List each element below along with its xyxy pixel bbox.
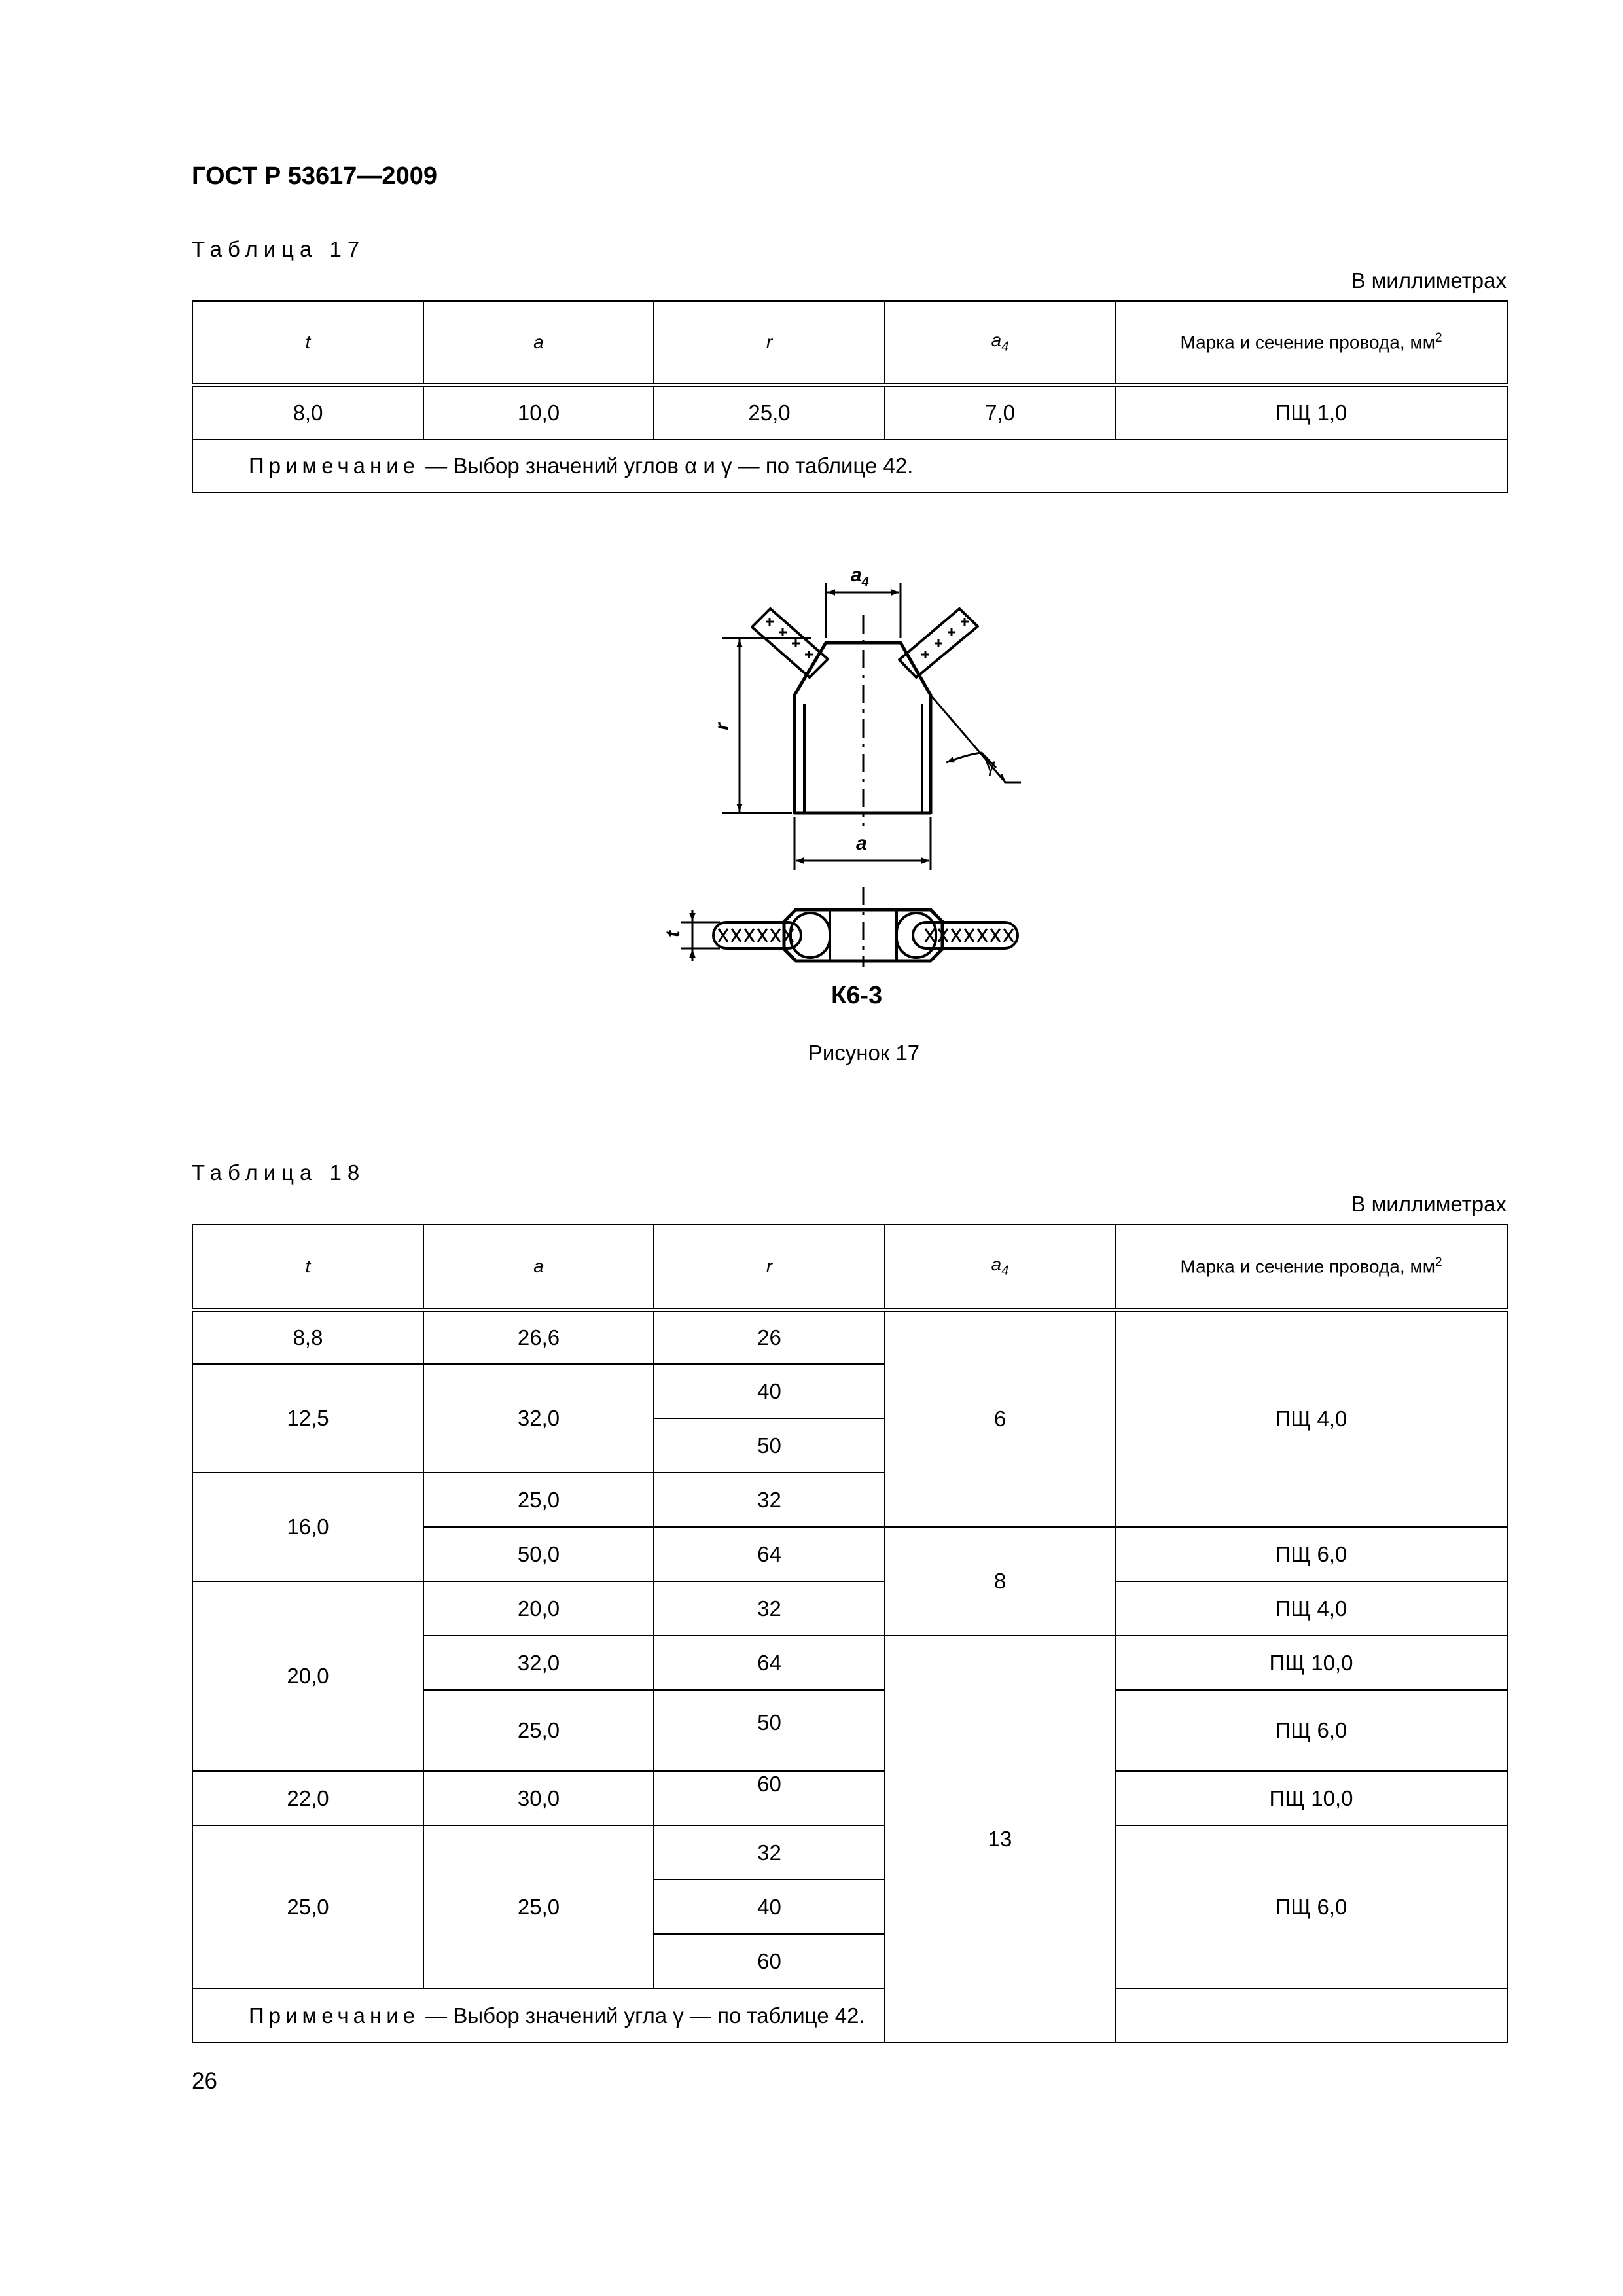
table18-cell: 50 [654, 1418, 885, 1473]
table18-cell: 6 [885, 1310, 1115, 1527]
table18-header-a4: $a_4$ [885, 1225, 1115, 1310]
figure17-label-t: t [662, 931, 684, 937]
table18-cell: 25,0 [423, 1473, 654, 1527]
table-row [192, 1581, 1507, 1636]
table18-cell: 25,0 [192, 1825, 423, 1988]
table18-cell: ПЩ 4,0 [1115, 1310, 1507, 1527]
table17-units: В миллиметрах [1351, 268, 1507, 293]
figure17-label-r: r [711, 723, 733, 730]
document-header: ГОСТ Р 53617—2009 [192, 162, 437, 190]
table17-cell-r: 25,0 [654, 385, 885, 439]
table18-cell: 50,0 [423, 1527, 654, 1581]
table18-header-row [192, 1225, 1507, 1310]
table18-header-a: a [423, 1225, 654, 1310]
table18-cell: 32 [654, 1825, 885, 1880]
table17-cell-t: 8,0 [192, 385, 423, 439]
table18-cell: ПЩ 4,0 [1115, 1581, 1507, 1636]
table18-cell: ПЩ 6,0 [1115, 1825, 1507, 1988]
table18-cell: 25,0 [423, 1825, 654, 1988]
table17-cell-a: 10,0 [423, 385, 654, 439]
table18-note-row [192, 1988, 1507, 2043]
table-row [192, 1825, 1507, 1880]
table18-cell: 26 [654, 1310, 885, 1364]
table17-caption: Таблица 17 [192, 237, 366, 261]
table17-cell-wire: ПЩ 1,0 [1115, 385, 1507, 439]
table18-header-r: r [654, 1225, 885, 1310]
table18-caption: Таблица 18 [192, 1160, 366, 1185]
table18-cell: 60 [654, 1934, 885, 1988]
table17-header-a: a [423, 301, 654, 385]
table17-note: Примечание — Выбор значений углов α и γ — по таблице 42. [192, 439, 1507, 493]
table18-cell: ПЩ 6,0 [1115, 1690, 1507, 1771]
table18 [192, 1224, 1508, 2043]
table18-cell: 20,0 [423, 1581, 654, 1636]
table18-cell: 22,0 [192, 1771, 423, 1825]
table18-cell: 32,0 [423, 1364, 654, 1473]
table18-cell: 50 [654, 1690, 885, 1771]
figure17-label-gamma: γ [986, 755, 995, 776]
table18-header-wire: Марка и сечение провода, $мм^2$ [1115, 1225, 1507, 1310]
table17-header-a4: $a_4$ [885, 301, 1115, 385]
table18-cell: 32,0 [423, 1636, 654, 1690]
table18-cell: 60 [654, 1771, 885, 1825]
figure17-marker: К6-3 [831, 982, 883, 1009]
table18-cell: ПЩ 10,0 [1115, 1636, 1507, 1690]
table18-cell: 12,5 [192, 1364, 423, 1473]
figure17-label-a: a [856, 833, 867, 854]
table18-cell: 30,0 [423, 1771, 654, 1825]
table18-cell: 8,8 [192, 1310, 423, 1364]
table18-units: В миллиметрах [1351, 1192, 1507, 1216]
table18-cell: 64 [654, 1636, 885, 1690]
table17-header-wire: Марка и сечение провода, $мм^2$ [1115, 301, 1507, 385]
table18-cell: 64 [654, 1527, 885, 1581]
table18-cell: 16,0 [192, 1473, 423, 1581]
table18-header-t: t [192, 1225, 423, 1310]
table18-cell: ПЩ 6,0 [1115, 1527, 1507, 1581]
left-wire [752, 609, 828, 677]
table18-cell: 40 [654, 1880, 885, 1934]
table18-cell: ПЩ 10,0 [1115, 1771, 1507, 1825]
table-row [192, 1771, 1507, 1825]
table18-cell: 32 [654, 1581, 885, 1636]
figure17-caption: Рисунок 17 [808, 1041, 920, 1065]
table17-header-t: t [192, 301, 423, 385]
table18-cell: 32 [654, 1473, 885, 1527]
page-number: 26 [192, 2068, 217, 2094]
table18-cell: 8 [885, 1527, 1115, 1636]
table18-cell: 13 [885, 1636, 1115, 2043]
table18-cell: 20,0 [192, 1581, 423, 1771]
figure17-label-a4: $a_4$ [851, 564, 869, 589]
table17-header-r: r [654, 301, 885, 385]
table18-cell: 40 [654, 1364, 885, 1418]
table18-note: Примечание — Выбор значений угла γ — по таблице 42. [192, 1988, 1507, 2043]
table17-cell-a4: 7,0 [885, 385, 1115, 439]
table18-cell: 25,0 [423, 1690, 654, 1771]
table-row [192, 1310, 1507, 1364]
table18-cell: 26,6 [423, 1310, 654, 1364]
